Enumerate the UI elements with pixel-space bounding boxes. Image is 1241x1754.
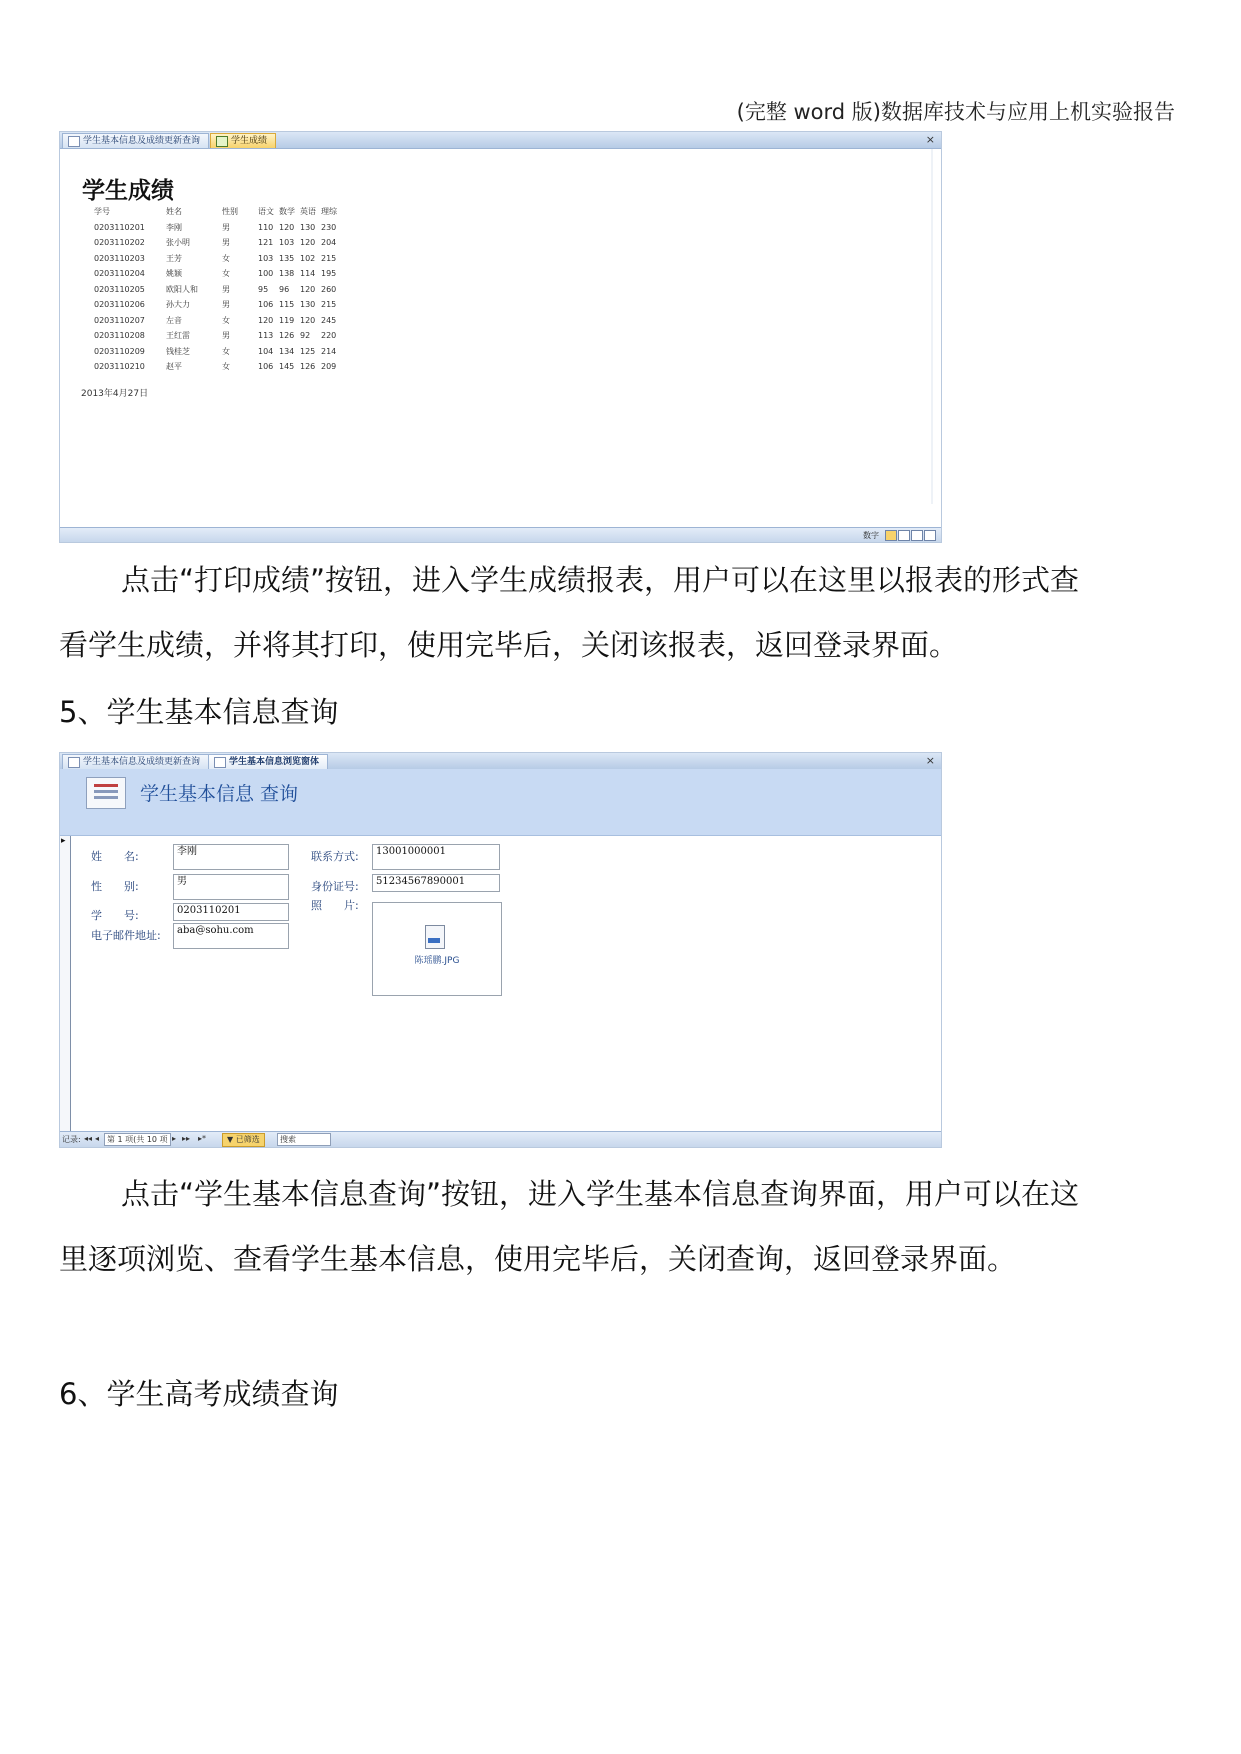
design-view-icon[interactable]: [924, 530, 936, 541]
table-cell: 0203110207: [94, 315, 145, 325]
id-card-field[interactable]: 51234567890001: [372, 874, 500, 892]
table-cell: 230: [321, 222, 337, 232]
paragraph-line: 点击“打印成绩”按钮，进入学生成绩报表，用户可以在这里以报表的形式查: [121, 563, 1080, 597]
report-title: 学生成绩: [82, 178, 174, 204]
gender-field[interactable]: 男: [173, 874, 289, 900]
table-cell: 260: [321, 284, 337, 294]
column-header: 理综: [321, 207, 337, 217]
previous-record-button[interactable]: ◂: [95, 1134, 100, 1143]
form-header: [60, 769, 941, 836]
table-cell: 男: [222, 300, 230, 310]
table-cell: 李刚: [166, 222, 182, 232]
section-title-5: 5、学生基本信息查询: [59, 695, 339, 729]
current-record-field[interactable]: 第 1 项(共 10 项: [104, 1133, 171, 1146]
table-cell: 男: [222, 284, 230, 294]
table-cell: 男: [222, 222, 230, 232]
vertical-scrollbar[interactable]: [931, 149, 933, 504]
report-icon: [216, 136, 228, 147]
table-cell: 0203110208: [94, 331, 145, 341]
table-cell: 100: [258, 269, 274, 279]
score-table-body: [94, 220, 342, 375]
table-cell: 0203110204: [94, 269, 145, 279]
numlock-indicator: 数字: [863, 531, 879, 540]
record-navigation-bar: [60, 1131, 941, 1147]
jpg-file-icon: [425, 925, 445, 949]
table-row: [94, 344, 342, 360]
document-tab-bar: [60, 132, 941, 149]
name-field[interactable]: 李刚: [173, 844, 289, 870]
table-cell: 120: [279, 222, 295, 232]
table-cell: 195: [321, 269, 337, 279]
document-tab-bar: [60, 753, 941, 770]
table-cell: 120: [258, 315, 274, 325]
table-cell: 215: [321, 253, 337, 263]
record-label: 记录:: [62, 1135, 81, 1144]
paragraph-line: 点击“学生基本信息查询”按钮，进入学生基本信息查询界面，用户可以在这: [121, 1177, 1080, 1211]
table-cell: 赵平: [166, 362, 182, 372]
table-cell: 215: [321, 300, 337, 310]
table-row: [94, 313, 342, 329]
last-record-button[interactable]: ▸▸: [182, 1134, 191, 1143]
column-header: 姓名: [166, 207, 182, 217]
table-row: [94, 235, 342, 251]
student-info-form-window: [59, 752, 942, 1148]
table-cell: 钱桂芝: [166, 346, 190, 356]
table-cell: 130: [300, 222, 316, 232]
contact-label: 联系方式:: [311, 850, 359, 863]
tab-label: 学生基本信息及成绩更新查询: [83, 757, 201, 767]
name-label: 姓 名:: [91, 850, 139, 863]
section-title-6: 6、学生高考成绩查询: [59, 1377, 339, 1411]
table-row: [94, 328, 342, 344]
table-cell: 男: [222, 331, 230, 341]
table-cell: 126: [300, 362, 316, 372]
table-header-row: [94, 204, 342, 220]
table-cell: 孙大力: [166, 300, 190, 310]
close-icon[interactable]: ×: [925, 133, 935, 146]
table-cell: 王红雷: [166, 331, 190, 341]
student-id-field[interactable]: 0203110201: [173, 903, 289, 921]
tab-student-info-update-query[interactable]: [62, 133, 209, 148]
table-row: [94, 266, 342, 282]
column-header: 语文: [258, 207, 274, 217]
photo-label: 照 片:: [311, 899, 359, 912]
table-cell: 119: [279, 315, 295, 325]
table-cell: 96: [279, 284, 290, 294]
table-row: [94, 251, 342, 267]
table-cell: 121: [258, 238, 274, 248]
document-header: (完整 word 版)数据库技术与应用上机实验报告: [736, 100, 1175, 124]
table-cell: 姚颖: [166, 269, 182, 279]
filter-icon: ▼: [227, 1135, 234, 1144]
table-cell: 204: [321, 238, 337, 248]
email-label: 电子邮件地址:: [91, 929, 161, 942]
table-cell: 209: [321, 362, 337, 372]
table-cell: 138: [279, 269, 295, 279]
record-selector[interactable]: [60, 836, 71, 1131]
table-cell: 106: [258, 300, 274, 310]
tab-student-info-browse-form[interactable]: [208, 754, 328, 769]
new-record-button[interactable]: ▸*: [198, 1134, 207, 1143]
close-icon[interactable]: ×: [925, 754, 935, 767]
table-cell: 女: [222, 315, 230, 325]
table-cell: 张小明: [166, 238, 190, 248]
table-cell: 女: [222, 269, 230, 279]
table-cell: 245: [321, 315, 337, 325]
table-cell: 120: [300, 315, 316, 325]
table-cell: 0203110206: [94, 300, 145, 310]
tab-student-info-update-query[interactable]: [62, 754, 209, 769]
form-title: 学生基本信息 查询: [140, 783, 299, 805]
table-cell: 102: [300, 253, 316, 263]
table-cell: 0203110205: [94, 284, 145, 294]
table-cell: 男: [222, 238, 230, 248]
table-cell: 左音: [166, 315, 182, 325]
table-cell: 103: [258, 253, 274, 263]
table-cell: 103: [279, 238, 295, 248]
table-cell: 214: [321, 346, 337, 356]
print-preview-icon[interactable]: [898, 530, 910, 541]
filter-label: 已筛选: [235, 1135, 260, 1144]
paragraph-student-info-query: [59, 1162, 1179, 1292]
paragraph-print-scores: [59, 548, 1179, 678]
tab-label: 学生基本信息浏览窗体: [229, 757, 320, 767]
id-card-label: 身份证号:: [311, 880, 359, 893]
table-cell: 王芳: [166, 253, 182, 263]
query-icon: [68, 757, 80, 768]
email-field[interactable]: aba@sohu.com: [173, 923, 289, 949]
table-cell: 125: [300, 346, 316, 356]
tab-student-scores[interactable]: [210, 133, 276, 148]
table-cell: 120: [300, 284, 316, 294]
student-id-label: 学 号:: [91, 909, 139, 922]
column-header: 英语: [300, 207, 316, 217]
table-row: [94, 359, 342, 375]
table-cell: 126: [279, 331, 295, 341]
tab-label: 学生成绩: [231, 136, 268, 146]
next-record-button[interactable]: ▸: [172, 1134, 177, 1143]
table-row: [94, 282, 342, 298]
report-window: [59, 131, 942, 543]
query-icon: [68, 136, 80, 147]
search-input[interactable]: 搜索: [277, 1133, 331, 1146]
paragraph-line: 看学生成绩，并将其打印，使用完毕后，关闭该报表，返回登录界面。: [59, 628, 959, 662]
layout-view-icon[interactable]: [911, 530, 923, 541]
table-row: [94, 220, 342, 236]
table-cell: 145: [279, 362, 295, 372]
score-table: [94, 204, 342, 375]
photo-file-name: 陈瑶鹏.JPG: [414, 956, 460, 966]
first-record-button[interactable]: ◂◂: [84, 1134, 93, 1143]
table-cell: 220: [321, 331, 337, 341]
report-date: 2013年4月27日: [81, 389, 149, 399]
filter-toggle-button[interactable]: [222, 1133, 265, 1147]
table-cell: 女: [222, 346, 230, 356]
table-cell: 130: [300, 300, 316, 310]
table-cell: 0203110203: [94, 253, 145, 263]
table-cell: 0203110209: [94, 346, 145, 356]
column-header: 数学: [279, 207, 295, 217]
column-header: 学号: [94, 207, 110, 217]
contact-field[interactable]: 13001000001: [372, 844, 500, 870]
column-header: 性别: [222, 207, 238, 217]
table-cell: 114: [300, 269, 316, 279]
table-cell: 104: [258, 346, 274, 356]
table-row: [94, 297, 342, 313]
table-cell: 欧阳人和: [166, 284, 198, 294]
table-cell: 135: [279, 253, 295, 263]
table-cell: 92: [300, 331, 311, 341]
table-cell: 女: [222, 253, 230, 263]
table-cell: 110: [258, 222, 274, 232]
table-cell: 134: [279, 346, 295, 356]
form-icon: [214, 757, 226, 768]
table-cell: 113: [258, 331, 274, 341]
table-cell: 95: [258, 284, 269, 294]
table-cell: 0203110202: [94, 238, 145, 248]
paragraph-line: 里逐项浏览、查看学生基本信息，使用完毕后，关闭查询，返回登录界面。: [59, 1242, 1017, 1276]
table-cell: 115: [279, 300, 295, 310]
table-cell: 0203110210: [94, 362, 145, 372]
report-view-icon[interactable]: [885, 530, 897, 541]
form-logo-icon: [86, 777, 126, 809]
table-cell: 120: [300, 238, 316, 248]
table-cell: 女: [222, 362, 230, 372]
gender-label: 性 别:: [91, 880, 139, 893]
photo-attachment-field[interactable]: [372, 902, 502, 996]
status-bar: [60, 527, 941, 542]
table-cell: 0203110201: [94, 222, 145, 232]
table-cell: 106: [258, 362, 274, 372]
tab-label: 学生基本信息及成绩更新查询: [83, 136, 201, 146]
